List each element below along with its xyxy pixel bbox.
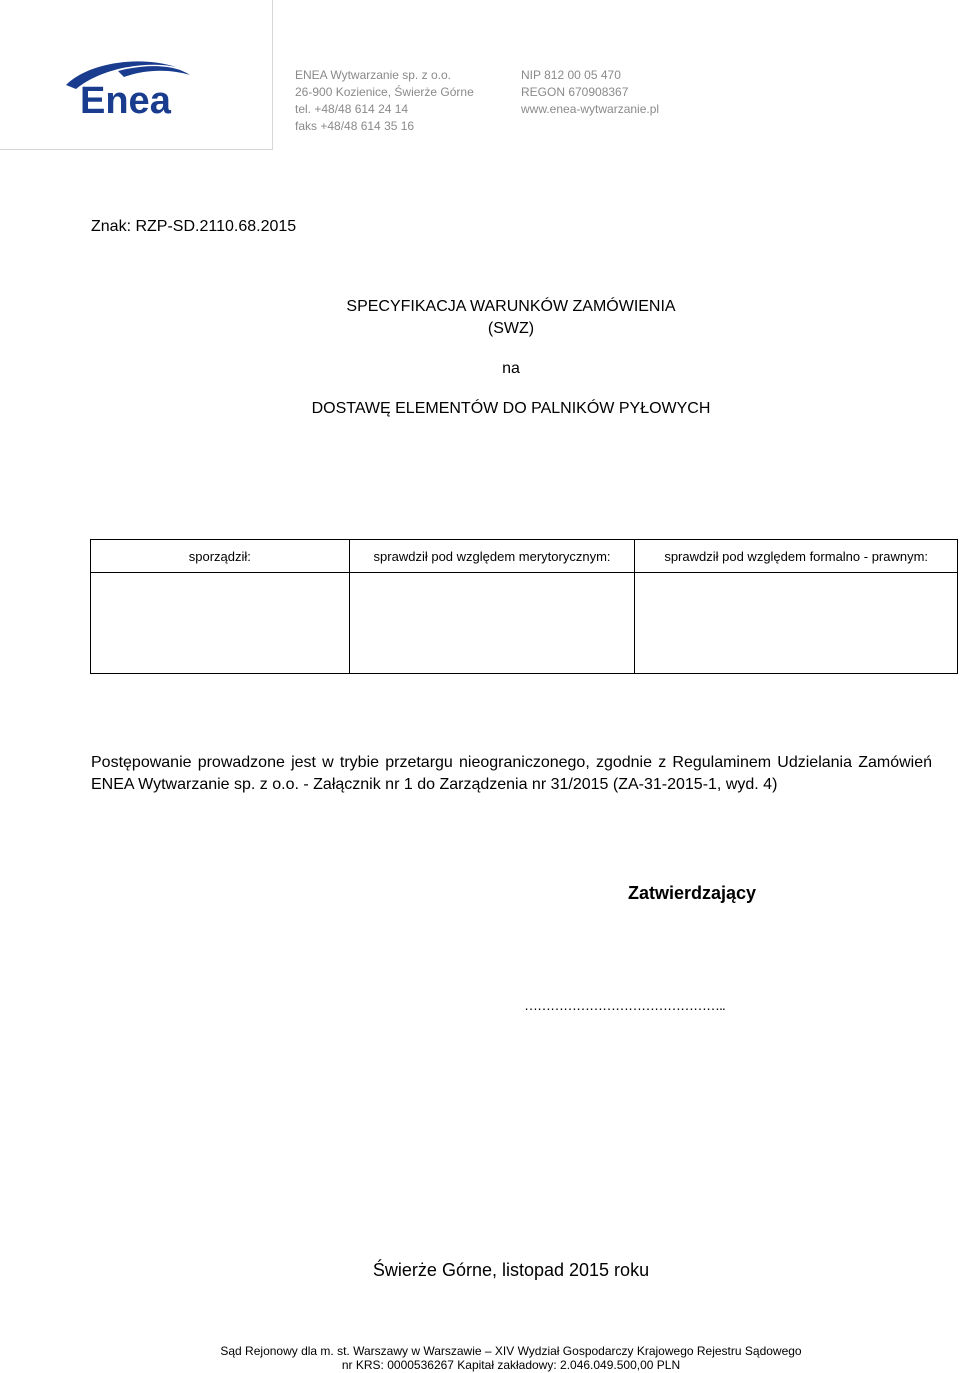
signature-cell-prepared — [91, 573, 350, 674]
enea-logo-icon — [58, 55, 218, 117]
signature-header-prepared: sporządził: — [91, 540, 350, 573]
signature-header-merit: sprawdził pod względem merytorycznym: — [349, 540, 635, 573]
procedure-paragraph: Postępowanie prowadzone jest w trybie przetargu nieograniczonego, zgodnie z Regulaminem Udzielania Zamówień ENEA Wytwarzanie sp. z o.o. - Załącznik nr 1 do Zarządzenia nr 31/2015 (ZA-31-2015-1, wyd. 4) — [91, 754, 932, 793]
company-address — [295, 67, 474, 135]
company-line: REGON 670908367 — [521, 85, 629, 99]
doc-title-line3: na — [502, 360, 520, 377]
footer-line2: nr KRS: 0000536267 Kapitał zakładowy: 2.046.049.500,00 PLN — [341, 1358, 681, 1372]
doc-title-line1: SPECYFIKACJA WARUNKÓW ZAMÓWIENIA — [346, 298, 676, 315]
logo-text: Enea — [80, 80, 171, 117]
company-website[interactable]: www.enea-wytwarzanie.pl — [521, 102, 660, 116]
signature-cell-merit — [349, 573, 635, 674]
logo-box — [0, 0, 273, 150]
doc-subject: DOSTAWĘ ELEMENTÓW DO PALNIKÓW PYŁOWYCH — [311, 400, 711, 417]
doc-title-line2: (SWZ) — [487, 320, 535, 337]
signature-cell-legal — [635, 573, 958, 674]
signature-header-legal: sprawdził pod względem formalno - prawnym: — [635, 540, 958, 573]
signature-table — [90, 539, 958, 674]
approval-label: Zatwierdzający — [628, 883, 757, 903]
reference-label: Znak: — [91, 218, 132, 235]
company-line: NIP 812 00 05 470 — [521, 68, 621, 82]
company-line: faks +48/48 614 35 16 — [295, 119, 415, 133]
company-line: ENEA Wytwarzanie sp. z o.o. — [295, 68, 451, 82]
company-line: 26-900 Kozienice, Świerże Górne — [295, 85, 474, 99]
company-line: tel. +48/48 614 24 14 — [295, 102, 409, 116]
company-registration — [521, 67, 659, 118]
approval-signature-line: ……………………………………….. — [524, 997, 725, 1013]
document-reference — [91, 218, 296, 236]
place-date: Świerże Górne, listopad 2015 roku — [372, 1260, 650, 1280]
footer-line1: Sąd Rejonowy dla m. st. Warszawy w Warszawie – XIV Wydział Gospodarczy Krajowego Rejestru Sądowego — [220, 1344, 802, 1358]
reference-value: RZP-SD.2110.68.2015 — [135, 218, 297, 235]
